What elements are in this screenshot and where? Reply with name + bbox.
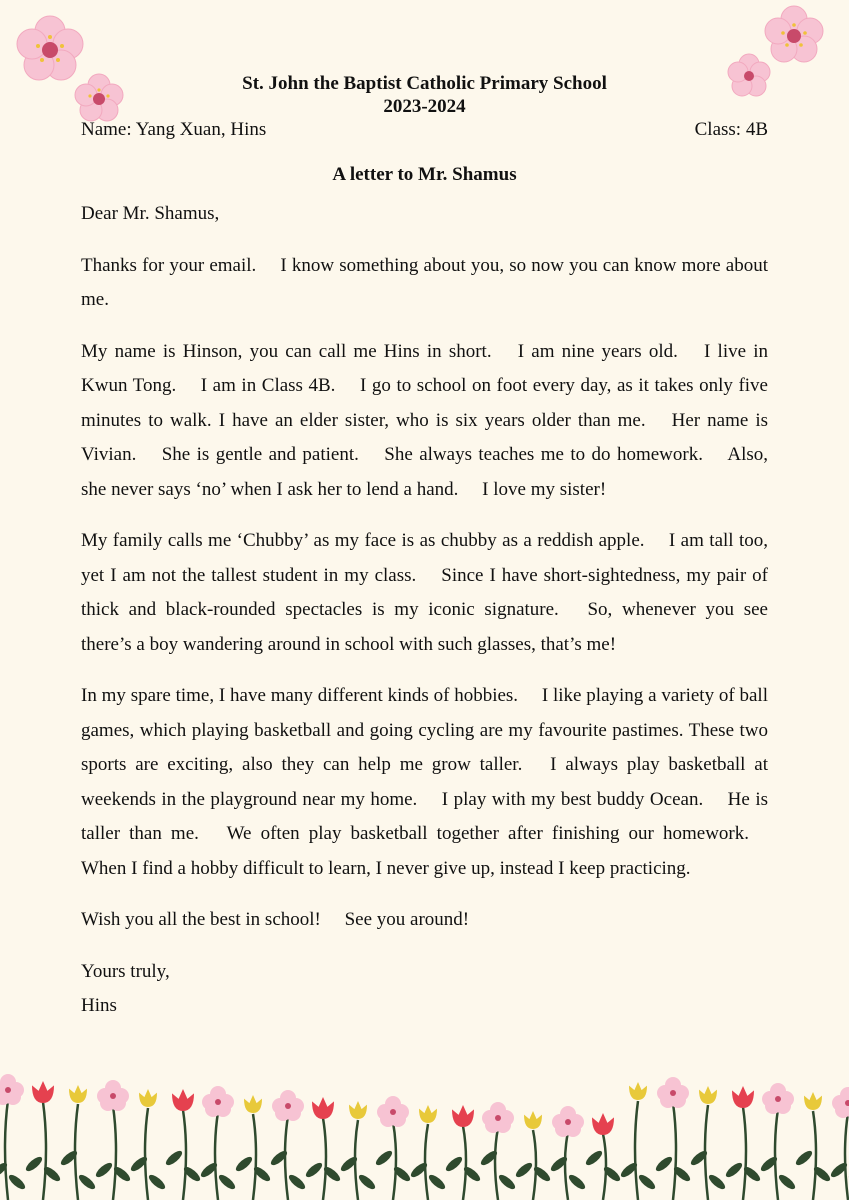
paragraph: My name is Hinson, you can call me Hins in short. I am nine years old. I live in Kwun Tong. I am in Class 4B. I go to school on foot every day, as it takes only five minutes to walk. I have an elder sister, who is six years older than me. Her name is Vivian. She is gentle and patient. She always teaches me to do homework. Also, she never says ‘no’ when I ask her to lend a hand. I love my sister!	[81, 340, 768, 500]
school-name: St. John the Baptist Catholic Primary School	[242, 73, 607, 94]
student-meta	[81, 119, 768, 141]
closing: Yours truly,	[81, 960, 170, 982]
school-year: 2023-2024	[383, 96, 466, 117]
paragraph: In my spare time, I have many different kinds of hobbies. I like playing a variety of ball games, which playing basketball and going cycling are my favourite pastimes. These two sports are exciting, also they can help me grow taller. I always play basketball at weekends in the playground near my home. I play with my best buddy Ocean. He is taller than me. We often play basketball together after finishing our homework. When I find a hobby difficult to learn, I never give up, instead I keep practicing.	[81, 685, 768, 879]
student-class: Class: 4B	[694, 119, 768, 140]
flower-garden-border	[0, 1070, 849, 1200]
paragraph: Wish you all the best in school! See you around!	[81, 909, 470, 930]
salutation: Dear Mr. Shamus,	[81, 203, 220, 224]
school-header	[0, 72, 849, 118]
signature: Hins	[81, 995, 117, 1016]
student-name: Name: Yang Xuan, Hins	[81, 119, 267, 140]
paragraph: My family calls me ‘Chubby’ as my face is as chubby as a reddish apple. I am tall too, yet I am not the tallest student in my class. Since I have short-sightedness, my pair of thick and black-rounded spectacles is my iconic signature. So, whenever you see there’s a boy wandering around in school with such glasses, that’s me!	[81, 530, 768, 655]
letter-title: A letter to Mr. Shamus	[332, 164, 517, 185]
letter-body	[81, 197, 768, 1024]
paragraph: Thanks for your email. I know something about you, so now you can know more about me.	[81, 254, 768, 310]
